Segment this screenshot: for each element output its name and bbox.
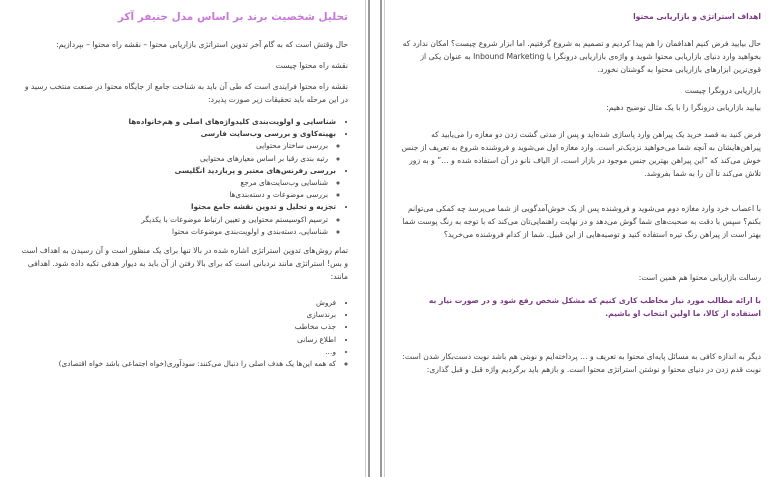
goal-item: • اطلاع رسانی	[18, 334, 336, 346]
left-page	[0, 0, 360, 477]
gutter-rule	[365, 0, 366, 477]
outline-subitem: ◦ شناسایی، دسته‌بندی و اولویت‌بندی موضوعات محتوا	[18, 226, 328, 238]
binding-gutter	[380, 0, 382, 477]
paragraph: دیگر به اندازه کافی به مسائل پایه‌ای محتوا به تعریف و … پرداخته‌ایم و نوبتی هم باشد نوبت دست‌بکار شدن است: نوبت قدم زدن در دنیای محتوا و نوشتن استراتژی محتوا است. و بازهم باید برگردیم واژه قبل و قبل گذاری:	[402, 352, 761, 374]
section-heading: اهداف استراتژی و بازاریابی محتوا	[633, 12, 761, 21]
outline-item: • بررسی رفرنس‌های معتبر و پربازدید انگلیسی	[18, 165, 336, 177]
paragraph: بیایید بازاریابی درونگرا را با یک مثال توضیح دهیم:	[606, 103, 761, 112]
paragraph: حال وقتش است که به گام آخر تدوین استراتژی بازاریابی محتوا – نقشه راه محتوا – بپردازیم:	[56, 40, 348, 49]
outline-subitem: ◦ بررسی موضوعات و دسته‌بندی‌ها	[18, 189, 328, 201]
goal-note: ◦ که همه این‌ها یک هدف اصلی را دنبال می‌کنند: سودآوری(خواه اجتماعی باشد خواه اقتصادی)	[18, 358, 336, 370]
paragraph: با اعصاب خرد وارد مغازه دوم می‌شوید و فروشنده پس از یک خوش‌آمدگویی از شما می‌پرسد چه کمکی می‌توانم بکنم؟ سپس با دقت به صحبت‌های شما گوش می‌دهد و در نهایت راهنمایی‌تان می‌کند که با توجه به رنگ پوست شما بهتر است از پیراهن رنگ تیره استفاده کنید و توصیه‌هایی از این قبیل. شما از کدام فروشنده می‌خرید؟	[402, 204, 761, 239]
paragraph: رسالت بازاریابی محتوا هم همین است:	[638, 273, 761, 282]
paragraph: حال بیایید فرض کنیم اهدافمان را هم پیدا کردیم و تصمیم به شروع گرفتیم. اما ابزار شروع چیست؟ امکان ندارد که بخواهید وارد دنیای بازاریابی محتوا شوید و واژه‌ی بازاریابی درونگرا یا Inbound Marketing به عنوان یکی از قوی‌ترین ابزارهای بازاریابی محتوا به گوشتان نخورد.	[402, 39, 761, 74]
right-page	[390, 0, 775, 477]
goal-item: • و…	[18, 346, 336, 358]
goal-item: • جذب مخاطب	[18, 321, 336, 333]
goal-item: • فروش	[18, 297, 336, 309]
paragraph: نقشه راه محتوا فرایندی است که طی آن باید به شناخت جامع از جایگاه محتوا در صنعت منتخب رسید و در این مرحله باید تحقیقات زیر صورت پذیرد:	[24, 82, 348, 104]
outline-subitem: ◦ ترسیم اکوسیستم محتوایی و تعیین ارتباط موضوعات با یکدیگر	[18, 214, 328, 226]
page-title: تحلیل شخصیت برند بر اساس مدل جنیفر آکر	[117, 11, 348, 23]
outline-list	[18, 116, 348, 238]
gutter-rule	[384, 0, 385, 477]
goal-item: • برندسازی	[18, 309, 336, 321]
outline-subitem: ◦ شناسایی وب‌سایت‌های مرجع	[18, 177, 328, 189]
paragraph: تمام روش‌های تدوین استراتژی اشاره شده در بالا تنها برای یک منظور است و آن رسیدن به اهداف است و بس! استراتژی مانند نردبانی است که برای بالا رفتن از آن باید به دیوار هدفی تکیه داده شود. اهدافی مانند:	[21, 246, 348, 282]
binding-gutter	[368, 0, 370, 477]
highlight-statement: با ارائه مطالب مورد نیاز مخاطب کاری کنیم که مشکل شخص رفع شود و در صورت نیاز به استفاده از کالا، ما اولین انتخاب او باشیم.	[428, 296, 761, 318]
outline-item: • شناسایی و اولویت‌بندی کلیدواژه‌های اصلی و هم‌خانواده‌ها	[18, 116, 336, 128]
outline-subitem: ◦ بررسی ساختار محتوایی	[18, 140, 328, 152]
outline-item: • بهینه‌کاوی و بررسی وب‌سایت فارسی	[18, 128, 336, 140]
paragraph: فرض کنید به قصد خرید یک پیراهن وارد پاساژی شده‌اید و پس از مدتی گشت زدن دو مغازه را می‌یابید که پیراهن‌هایشان به آنچه شما می‌خواهید نزدیک‌تر است. وارد مغازه اول می‌شوید و فروشنده شروع به تعریف از جنس خوش می‌کند که “این پیراهن بهترین جنس موجود در بازار است، از الیاف نانو در آن استفاده شده و …” و به زور تلاش می‌کند تا آن را به شما بفروشد.	[401, 130, 761, 178]
section-heading: نقشه راه محتوا چیست	[275, 61, 348, 70]
outline-subitem: ◦ رتبه بندی رقبا بر اساس معیارهای محتوایی	[18, 153, 328, 165]
outline-item: • تجزیه و تحلیل و تدوین نقشه جامع محتوا	[18, 201, 336, 213]
section-heading: بازاریابی درونگرا چیست	[684, 86, 761, 95]
goals-list	[18, 297, 348, 370]
